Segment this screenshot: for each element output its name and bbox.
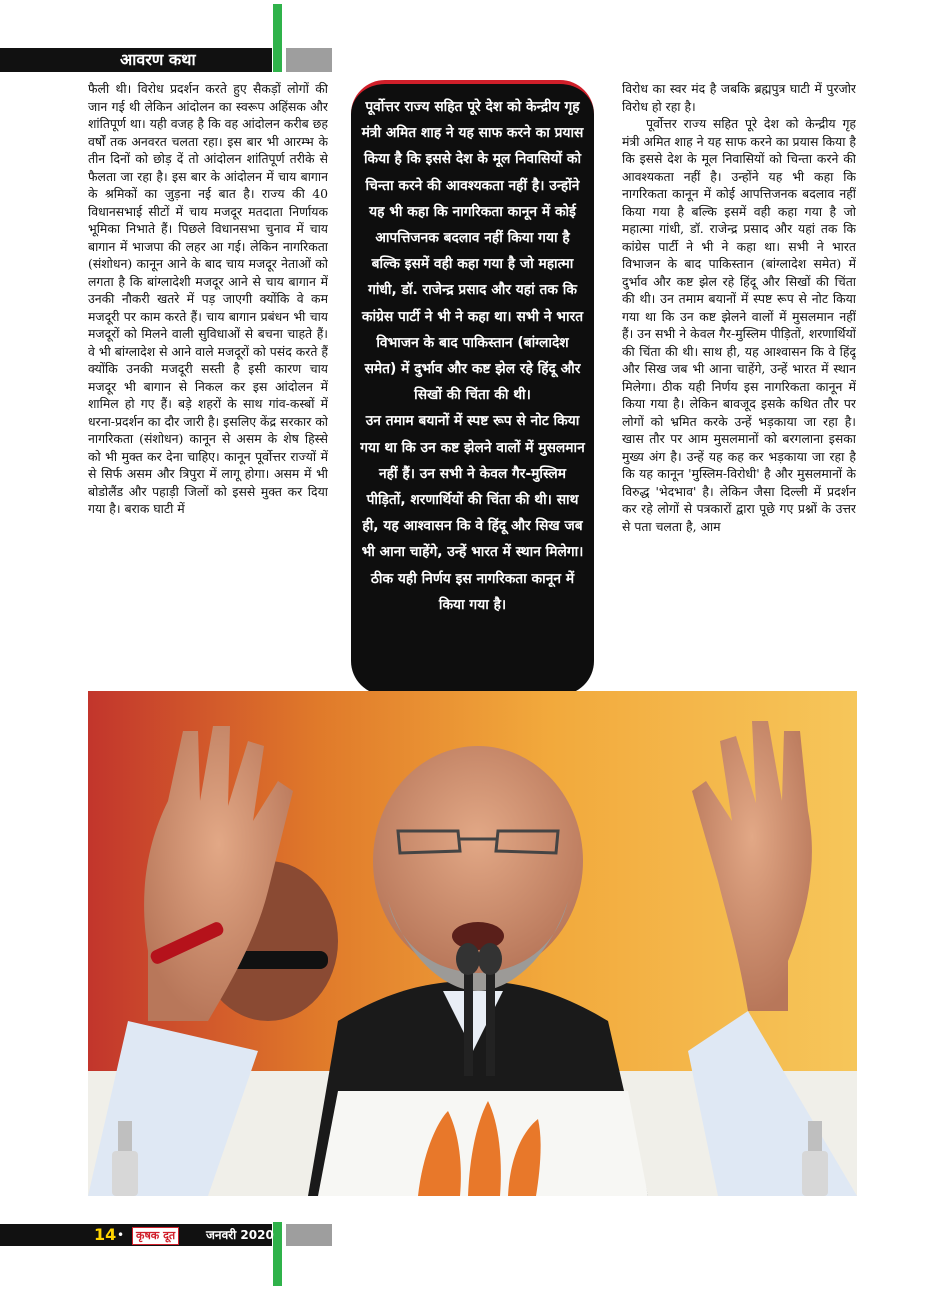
article-column-right <box>622 80 856 675</box>
footer-green-bar <box>273 1222 282 1286</box>
article-paragraph: फैली थी। विरोध प्रदर्शन करते हुए सैकड़ों लोगों की जान गई थी लेकिन आंदोलन का स्वरूप अहिंसक और शांतिपूर्ण था। यही वजह है कि वह आंदोलन करीब छह वर्षों तक अनवरत चलता रहा। इस बार भी आरम्भ के तीन दिनों को छोड़ दें तो आंदोलन शांतिपूर्ण तरीके से फैलता जा रहा है। इस बार के आंदोलन में चाय बागान के श्रमिकों का जुड़ना नई बात है। राज्य की 40 विधानसभाई सीटों में चाय मजदूर मतदाता निर्णायक भूमिका निभाते हैं। पिछले विधानसभा चुनाव में चाय बागान में भाजपा की लहर आ गई। लेकिन नागरिकता (संशोधन) कानून आने के बाद चाय मजदूर नेताओं को लगता है कि बांग्लादेशी मजदूर आने से चाय बागान में उनकी नौकरी खतरे में पड़ जाएगी क्योंकि वे कम मजदूरी पर काम करते हैं। चाय बागान प्रबंधन भी चाय मजदूरों को मिलने वाली सुविधाओं से बचना चाहते हैं। वे भी बांग्लादेश से आने वाले मजदूरों को पसंद करते हैं क्योंकि उनकी मजदूरी सस्ती है इसी कारण चाय मजदूर भी बागान से निकल कर इस आंदोलन में शामिल हो गए हैं। बड़े शहरों के साथ गांव-कस्बों में धरना-प्रदर्शन का दौर जारी है। इसलिए केंद्र सरकार को नागरिकता (संशोधन) कानून से असम के शेष हिस्से को भी मुक्त कर देना चाहिए। कानून पूर्वोत्तर राज्यों में से सिर्फ असम और त्रिपुरा में लागू होगा। असम में भी बोडोलैंड और पहाड़ी जिलों को इससे मुक्त कर दिया गया है। बराक घाटी में <box>88 81 328 516</box>
header-green-bar <box>273 4 282 72</box>
footer-bullet: • <box>117 1228 125 1242</box>
article-paragraph: विरोध का स्वर मंद है जबकि ब्रह्मपुत्र घाटी में पुरजोर विरोध हो रहा है। <box>622 81 856 114</box>
issue-date: जनवरी 2020 <box>206 1228 274 1242</box>
magazine-logo: कृषक दूत <box>132 1227 179 1245</box>
article-column-left <box>88 80 328 680</box>
pull-quote-paragraph: उन तमाम बयानों में स्पष्ट रूप से नोट किया गया था कि उन कष्ट झेलने वालों में मुसलमान नहीं हैं। उन सभी ने केवल गैर-मुस्लिम पीड़ितों, शरणार्थियों की चिंता की थी। साथ ही, यह आश्वासन कि वे हिंदू और सिख जब भी आना चाहेंगे, उन्हें भारत में स्थान मिलेगा। ठीक यही निर्णय इस नागरिकता कानून में किया गया है। <box>360 413 585 613</box>
section-label: आवरण कथा <box>120 50 196 69</box>
page-number: 14 <box>94 1225 117 1244</box>
footer-gray-bar <box>286 1224 332 1246</box>
article-paragraph: पूर्वोत्तर राज्य सहित पूरे देश को केन्द्रीय गृह मंत्री अमित शाह ने यह साफ करने का प्रयास किया है कि इससे देश के मूल निवासियों को चिन्ता करने की आवश्यकता नहीं है। उन्होंने यह भी कहा कि नागरिकता कानून में कोई आपत्तिजनक बदलाव नहीं किया गया है बल्कि इसमें वही कहा गया है जो महात्मा गांधी, डॉ. राजेन्द्र प्रसाद और यहां तक कि कांग्रेस पार्टी ने भी ने कहा था। सभी ने भारत विभाजन के बाद पाकिस्तान (बांग्लादेश समेत) में दुर्भाव और कष्ट झेल रहे हिंदू और सिखों की चिंता की थी। उन तमाम बयानों में स्पष्ट रूप से नोट किया गया था कि उन कष्ट झेलने वालों में मुसलमान नहीं हैं। उन सभी ने केवल गैर-मुस्लिम पीड़ितों, शरणार्थियों की चिंता की थी। साथ ही, यह आश्वासन कि वे हिंदू और सिख जब भी आना चाहेंगे, उन्हें भारत में स्थान मिलेगा। ठीक यही निर्णय इस नागरिकता कानून में किया गया है। लेकिन बावजूद इसके कथित तौर पर लोगों को भ्रमित करके उन्हें भड़काया जा रहा है। खास तौर पर आम मुसलमानों को बरगलाना इसका मुख्य अंग है। उन्हें यह कह कर भड़काया जा रहा है कि यह कानून 'मुस्लिम-विरोधी' है और मुसलमानों के विरुद्ध 'भेदभाव' है। लेकिन जैसा दिल्ली में प्रदर्शन कर रहे लोगों से पत्रकारों द्वारा पूछे गए प्रश्नों के उत्तर से पता चलता है, आम <box>622 116 856 534</box>
pull-quote-box <box>351 80 594 695</box>
pull-quote-paragraph: पूर्वोत्तर राज्य सहित पूरे देश को केन्द्रीय गृह मंत्री अमित शाह ने यह साफ करने का प्रयास किया है कि इससे देश के मूल निवासियों को चिन्ता करने की आवश्यकता नहीं है। उन्होंने यह भी कहा कि नागरिकता कानून में कोई आपत्तिजनक बदलाव नहीं किया गया है बल्कि इसमें वही कहा गया है जो महात्मा गांधी, डॉ. राजेन्द्र प्रसाद और यहां तक कि कांग्रेस पार्टी ने भी ने कहा था। सभी ने भारत विभाजन के बाद पाकिस्तान (बांग्लादेश समेत) में दुर्भाव और कष्ट झेल रहे हिंदू और सिखों की चिंता की थी। <box>361 99 584 404</box>
speaker-photo <box>88 691 857 1196</box>
header-gray-bar <box>286 48 332 72</box>
